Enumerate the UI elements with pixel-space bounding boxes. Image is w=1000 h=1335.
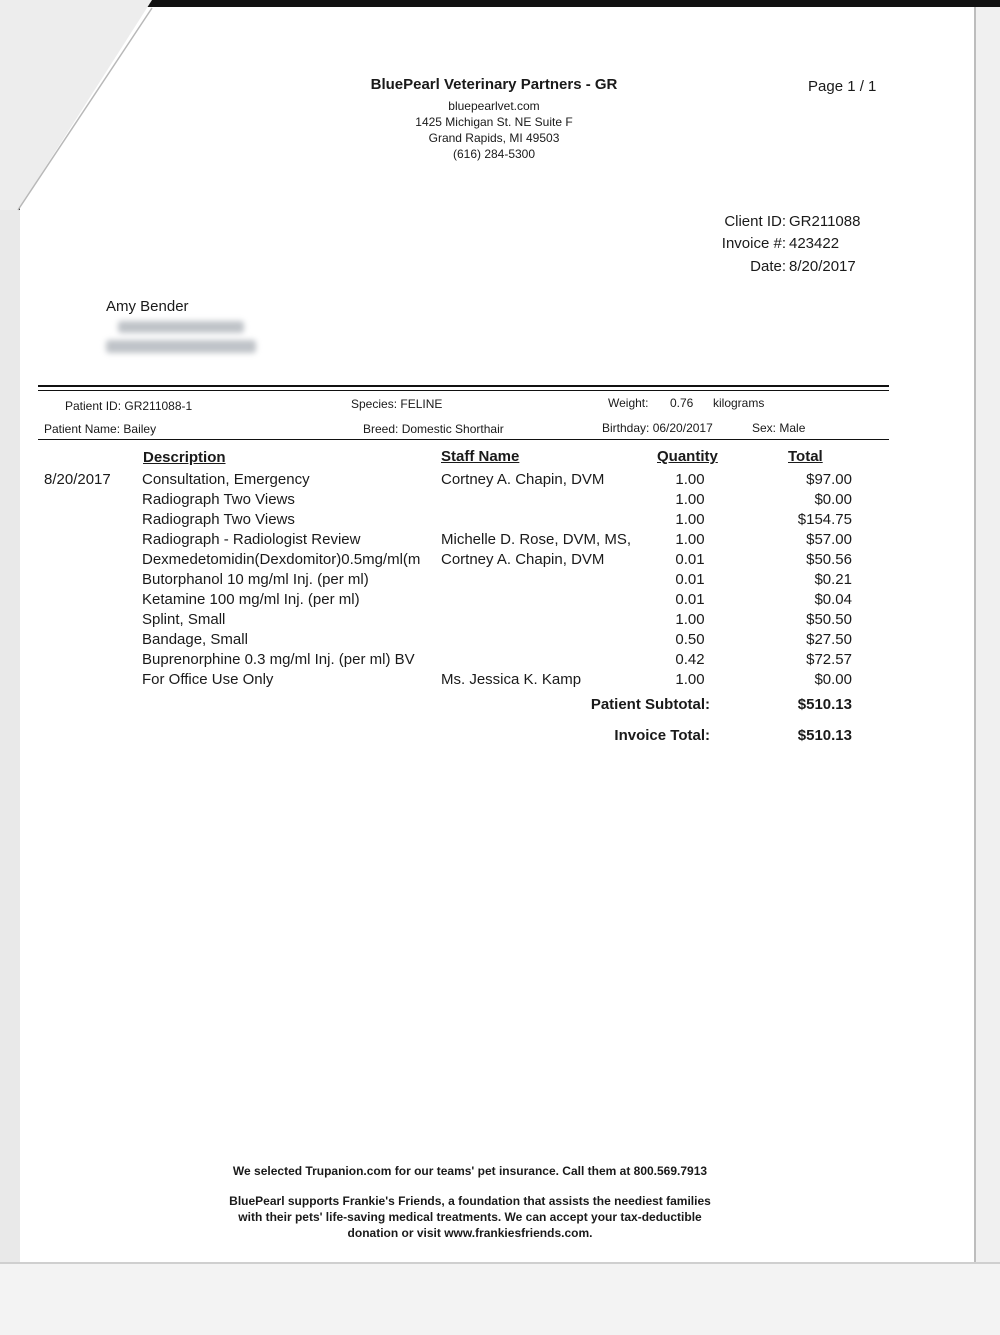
row-staff: Cortney A. Chapin, DVM: [441, 471, 605, 488]
row-staff: Michelle D. Rose, DVM, MS,: [441, 531, 632, 548]
invoice-total-label: Invoice Total:: [614, 727, 710, 744]
redacted-city-state-zip: [106, 340, 256, 353]
row-description: Consultation, Emergency: [142, 471, 310, 488]
foundation-note-line3: donation or visit www.frankiesfriends.com.: [347, 1226, 593, 1240]
client-id-label: Client ID:: [724, 213, 786, 230]
table-row: [0, 651, 1000, 671]
row-total: $0.00: [814, 671, 852, 688]
patient-weight-value: 0.76: [670, 396, 694, 410]
table-row: [0, 491, 1000, 511]
patient-weight-unit: kilograms: [713, 396, 765, 410]
table-row: [0, 591, 1000, 611]
page-number: Page 1 / 1: [808, 78, 877, 95]
row-quantity: 0.50: [675, 631, 705, 648]
row-total: $154.75: [797, 511, 852, 528]
client-name: Amy Bender: [106, 298, 189, 315]
row-total: $0.04: [814, 591, 852, 608]
clinic-address-line1: 1425 Michigan St. NE Suite F: [415, 115, 573, 129]
row-total: $27.50: [806, 631, 852, 648]
table-row: [0, 571, 1000, 591]
col-header-quantity: Quantity: [657, 448, 718, 465]
client-id-value: GR211088: [789, 213, 861, 230]
row-quantity: 1.00: [675, 671, 705, 688]
row-description: Ketamine 100 mg/ml Inj. (per ml): [142, 591, 360, 608]
table-row: [0, 471, 1000, 491]
table-row: [0, 671, 1000, 691]
patient-birthday: Birthday: 06/20/2017: [602, 421, 713, 435]
row-quantity: 0.42: [675, 651, 705, 668]
row-total: $0.21: [814, 571, 852, 588]
patient-species: Species: FELINE: [351, 397, 443, 411]
row-description: For Office Use Only: [142, 671, 274, 688]
row-total: $50.56: [806, 551, 852, 568]
row-date: 8/20/2017: [44, 471, 111, 488]
patient-subtotal-label: Patient Subtotal:: [590, 696, 710, 713]
row-quantity: 1.00: [675, 491, 705, 508]
divider-top-1: [38, 385, 889, 387]
row-description: Butorphanol 10 mg/ml Inj. (per ml): [142, 571, 369, 588]
col-header-description: Description: [143, 449, 226, 466]
table-row: [0, 631, 1000, 651]
table-row: [0, 531, 1000, 551]
clinic-address-line2: Grand Rapids, MI 49503: [428, 131, 560, 145]
patient-name: Patient Name: Bailey: [44, 422, 157, 436]
invoice-number-label: Invoice #:: [721, 235, 786, 252]
row-staff: Cortney A. Chapin, DVM: [441, 551, 605, 568]
insurance-note: We selected Trupanion.com for our teams' pet insurance. Call them at 800.569.7913: [232, 1164, 708, 1178]
patient-sex: Sex: Male: [752, 421, 806, 435]
foundation-note-line1: BluePearl supports Frankie's Friends, a foundation that assists the neediest families: [229, 1194, 711, 1208]
redacted-street-address: [118, 321, 244, 333]
patient-subtotal-value: $510.13: [797, 696, 852, 713]
row-total: $50.50: [806, 611, 852, 628]
row-quantity: 1.00: [675, 511, 705, 528]
divider-patient-bottom: [38, 439, 889, 440]
row-description: Bandage, Small: [142, 631, 248, 648]
row-quantity: 1.00: [675, 531, 705, 548]
row-quantity: 1.00: [675, 471, 705, 488]
row-quantity: 0.01: [675, 571, 705, 588]
row-description: Buprenorphine 0.3 mg/ml Inj. (per ml) BV: [142, 651, 415, 668]
row-total: $0.00: [814, 491, 852, 508]
row-quantity: 0.01: [675, 551, 705, 568]
table-row: [0, 511, 1000, 531]
col-header-total: Total: [788, 448, 823, 465]
row-quantity: 0.01: [675, 591, 705, 608]
row-total: $97.00: [806, 471, 852, 488]
invoice-number-value: 423422: [789, 235, 840, 252]
clinic-phone: (616) 284-5300: [452, 147, 536, 161]
row-description: Splint, Small: [142, 611, 226, 628]
table-row: [0, 611, 1000, 631]
patient-id: Patient ID: GR211088-1: [65, 399, 193, 413]
table-row: [0, 551, 1000, 571]
row-description: Radiograph - Radiologist Review: [142, 531, 361, 548]
row-total: $57.00: [806, 531, 852, 548]
clinic-website: bluepearlvet.com: [448, 99, 540, 113]
row-description: Radiograph Two Views: [142, 491, 295, 508]
col-header-staff: Staff Name: [441, 448, 520, 465]
row-total: $72.57: [806, 651, 852, 668]
patient-breed: Breed: Domestic Shorthair: [363, 422, 504, 436]
invoice-date-value: 8/20/2017: [789, 258, 856, 275]
clinic-name: BluePearl Veterinary Partners - GR: [370, 76, 618, 93]
foundation-note-line2: with their pets' life-saving medical treatments. We can accept your tax-deductible: [238, 1210, 702, 1224]
invoice-date-label: Date:: [750, 258, 786, 275]
divider-top-2: [38, 390, 889, 391]
row-quantity: 1.00: [675, 611, 705, 628]
scan-border-bottom: [0, 1262, 1000, 1335]
invoice-total-value: $510.13: [797, 727, 852, 744]
row-description: Radiograph Two Views: [142, 511, 295, 528]
row-staff: Ms. Jessica K. Kamp: [441, 671, 582, 688]
row-description: Dexmedetomidin(Dexdomitor)0.5mg/ml(m: [142, 551, 421, 568]
patient-weight-label: Weight:: [608, 396, 649, 410]
